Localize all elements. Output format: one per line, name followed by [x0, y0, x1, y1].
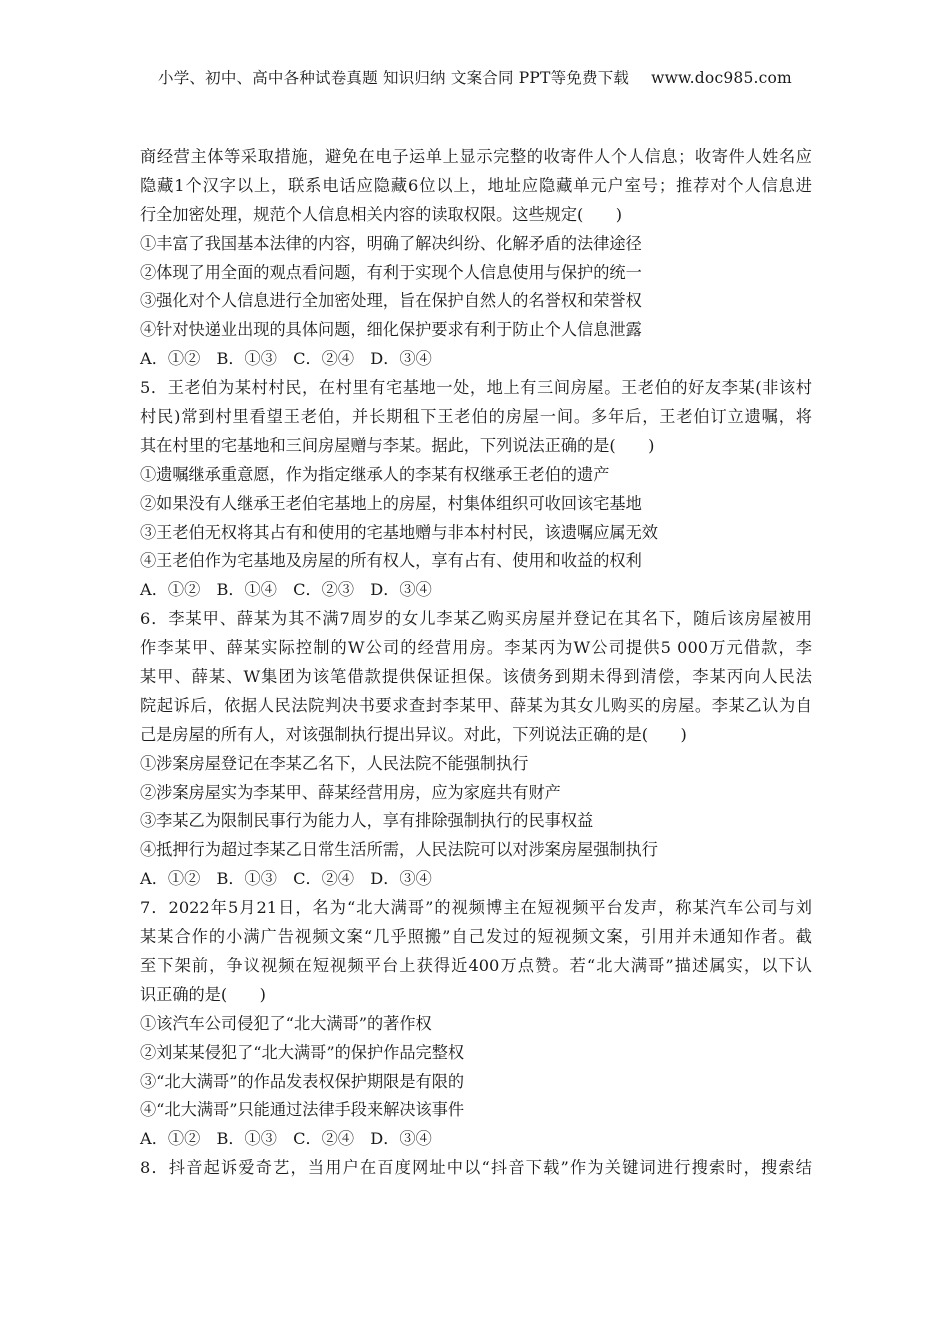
- text-line: 己是房屋的所有人，对该强制执行提出异议。对此，下列说法正确的是( ): [140, 724, 687, 744]
- text-line: A．①② B．①③ C．②④ D．③④: [140, 349, 432, 369]
- document-body: [140, 143, 812, 1183]
- text-line: 村民)常到村里看望王老伯，并长期租下王老伯的房屋一间。多年后，王老伯订立遗嘱，将: [140, 407, 812, 427]
- text-line: ①该汽车公司侵犯了“北大满哥”的著作权: [140, 1013, 432, 1033]
- page-header: [0, 66, 950, 88]
- text-line: ②涉案房屋实为李某甲、薛某经营用房，应为家庭共有财产: [140, 782, 561, 802]
- text-line: A．①② B．①③ C．②④ D．③④: [140, 869, 432, 889]
- text-line: ①涉案房屋登记在李某乙名下，人民法院不能强制执行: [140, 753, 529, 773]
- text-line: 6．李某甲、薛某为其不满7周岁的女儿李某乙购买房屋并登记在其名下，随后该房屋被用: [140, 609, 812, 629]
- text-line: 某甲、薛某、W集团为该笔借款提供保证担保。该债务到期未得到清偿，李某丙向人民法: [140, 667, 812, 687]
- text-line: ③李某乙为限制民事行为能力人，享有排除强制执行的民事权益: [140, 811, 594, 831]
- text-line: 某某合作的小满广告视频文案“几乎照搬”自己发过的短视频文案，引用并未通知作者。截: [140, 927, 812, 947]
- text-line: ②刘某某侵犯了“北大满哥”的保护作品完整权: [140, 1042, 465, 1062]
- text-line: A．①② B．①③ C．②④ D．③④: [140, 1129, 432, 1149]
- text-line: ③强化对个人信息进行全加密处理，旨在保护自然人的名誉权和荣誉权: [140, 291, 642, 311]
- text-line: 其在村里的宅基地和三间房屋赠与李某。据此，下列说法正确的是( ): [140, 435, 655, 455]
- text-line: 商经营主体等采取措施，避免在电子运单上显示完整的收寄件人个人信息；收寄件人姓名应: [140, 147, 812, 166]
- text-line: ④抵押行为超过李某乙日常生活所需，人民法院可以对涉案房屋强制执行: [140, 840, 658, 860]
- text-line: ④王老伯作为宅基地及房屋的所有权人，享有占有、使用和收益的权利: [140, 551, 642, 571]
- text-line: 7．2022年5月21日，名为“北大满哥”的视频博主在短视频平台发声，称某汽车公司与刘: [140, 898, 812, 918]
- text-line: ④“北大满哥”只能通过法律手段来解决该事件: [140, 1100, 465, 1120]
- text-line: 院起诉后，依据人民法院判决书要求查封李某甲、薛某为其女儿购买的房屋。李某乙认为自: [140, 695, 812, 715]
- text-line: 至下架前，争议视频在短视频平台上获得近400万点赞。若“北大满哥”描述属实，以下认: [140, 955, 812, 975]
- text-line: ①遗嘱继承重意愿，作为指定继承人的李某有权继承王老伯的遗产: [140, 464, 610, 484]
- text-line: ④针对快递业出现的具体问题，细化保护要求有利于防止个人信息泄露: [140, 320, 642, 340]
- text-line: 隐藏1个汉字以上，联系电话应隐藏6位以上，地址应隐藏单元户室号；推荐对个人信息进: [140, 175, 812, 195]
- text-line: 识正确的是( ): [140, 984, 266, 1004]
- text-line: 作李某甲、薛某实际控制的W公司的经营用房。李某丙为W公司提供5 000万元借款，李: [140, 638, 812, 658]
- text-line: ③王老伯无权将其占有和使用的宅基地赠与非本村村民，该遗嘱应属无效: [140, 522, 658, 542]
- text-line: 行全加密处理，规范个人信息相关内容的读取权限。这些规定( ): [140, 204, 623, 224]
- text-line: ③“北大满哥”的作品发表权保护期限是有限的: [140, 1071, 465, 1091]
- header-site-url: www.doc985.com: [651, 69, 792, 87]
- text-line: 8．抖音起诉爱奇艺，当用户在百度网址中以“抖音下载”作为关键词进行搜索时，搜索结: [140, 1158, 812, 1178]
- text-line: 5．王老伯为某村村民，在村里有宅基地一处，地上有三间房屋。王老伯的好友李某(非该村: [140, 378, 812, 398]
- text-line: ①丰富了我国基本法律的内容，明确了解决纠纷、化解矛盾的法律途径: [140, 233, 642, 253]
- text-line: A．①② B．①④ C．②③ D．③④: [140, 580, 432, 600]
- text-line: ②体现了用全面的观点看问题，有利于实现个人信息使用与保护的统一: [140, 262, 642, 282]
- header-site-description: 小学、初中、高中各种试卷真题 知识归纳 文案合同 PPT等免费下载: [158, 69, 630, 87]
- text-line: ②如果没有人继承王老伯宅基地上的房屋，村集体组织可收回该宅基地: [140, 493, 642, 513]
